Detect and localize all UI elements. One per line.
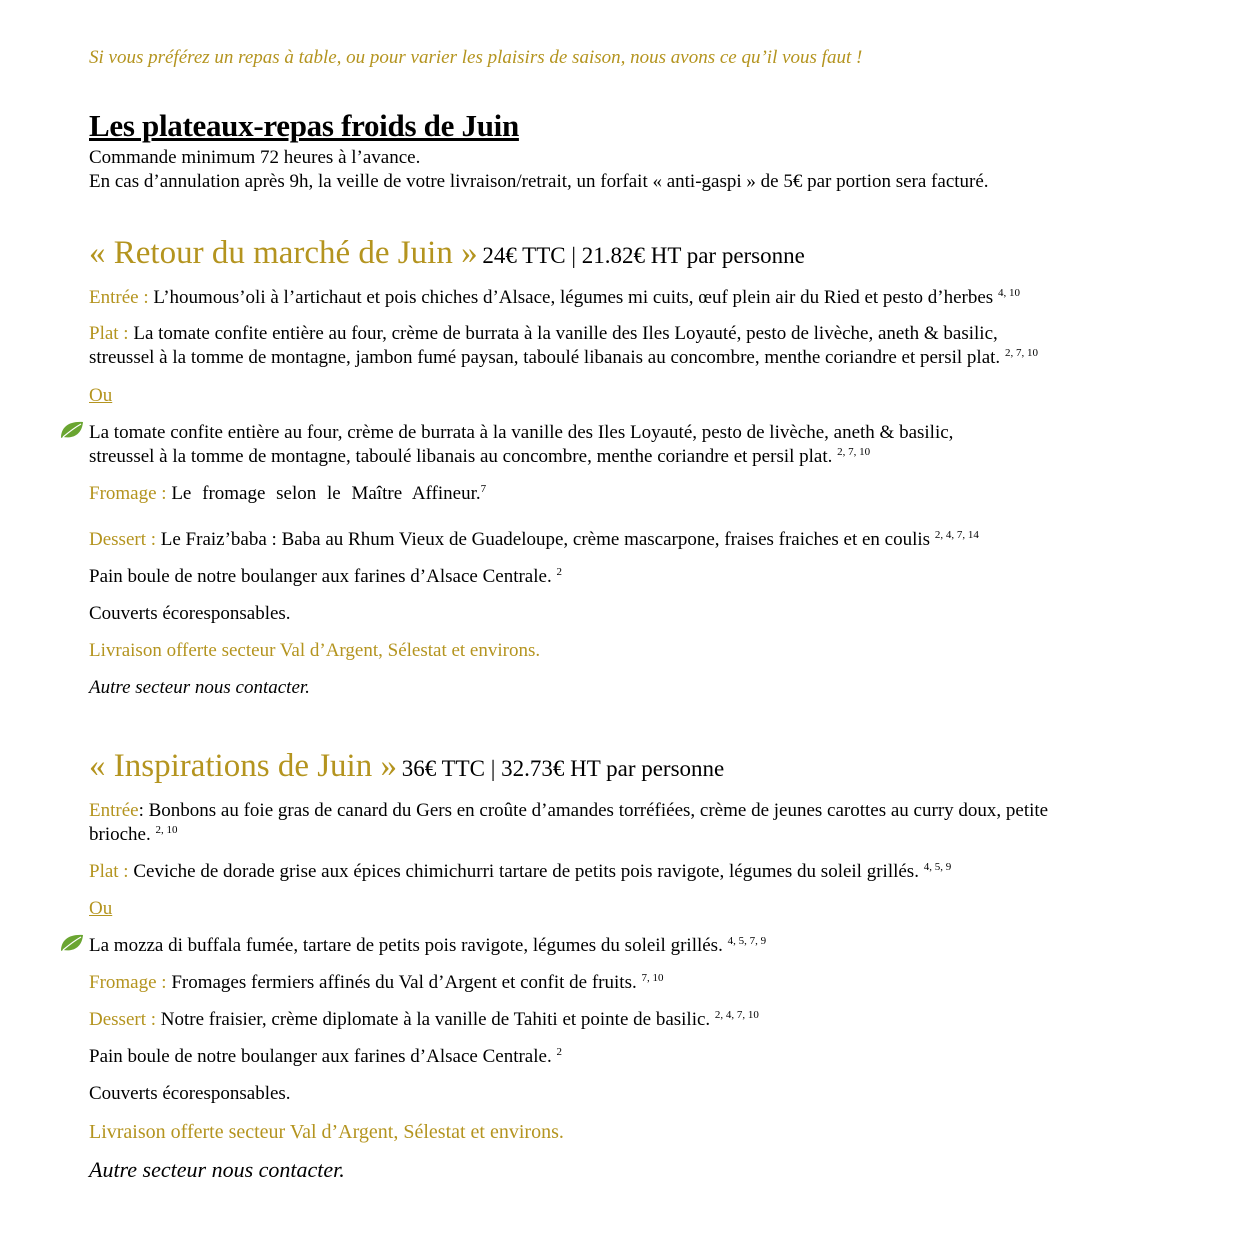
menu-1-title: « Retour du marché de Juin » xyxy=(89,235,478,271)
cancellation-note: En cas d’annulation après 9h, la veille de votre livraison/retrait, un forfait « anti-gaspi » de 5€ par portion sera facturé. xyxy=(89,171,989,192)
pain-text: Pain boule de notre boulanger aux farines d’Alsace Centrale. xyxy=(89,1046,552,1067)
menu-2-or: Ou xyxy=(89,898,113,919)
menu-2-header xyxy=(89,746,724,791)
intro-text: Si vous préférez un repas à table, ou pour varier les plaisirs de saison, nous avons ce qu’il vous faut ! xyxy=(89,47,863,68)
menu-2-entree xyxy=(89,799,1048,823)
menu-1-dessert xyxy=(89,528,979,552)
menu-1-header xyxy=(89,233,805,278)
allergens: 2, 4, 7, 14 xyxy=(934,529,979,541)
menu-1-couverts: Couverts écoresponsables. xyxy=(89,603,291,624)
allergens: 2, 7, 10 xyxy=(1004,347,1038,359)
menu-1-plat xyxy=(89,322,998,346)
allergens: 4, 5, 7, 9 xyxy=(727,935,767,947)
menu-2-price: 36€ TTC | 32.73€ HT par personne xyxy=(401,756,725,781)
plat-text-line-2: streussel à la tomme de montagne, jambon fumé paysan, taboulé libanais au concombre, menthe coriandre et persil plat. xyxy=(89,347,1001,368)
order-note: Commande minimum 72 heures à l’avance. xyxy=(89,147,421,168)
fromage-label: Fromage : xyxy=(89,483,167,504)
menu-2-pain xyxy=(89,1045,562,1069)
dessert-text: Notre fraisier, crème diplomate à la vanille de Tahiti et pointe de basilic. xyxy=(160,1009,711,1030)
pain-text: Pain boule de notre boulanger aux farines d’Alsace Centrale. xyxy=(89,566,552,587)
menu-2-veg xyxy=(89,934,766,958)
page-title: Les plateaux-repas froids de Juin xyxy=(89,108,519,143)
allergens: 7, 10 xyxy=(641,972,664,984)
veg-text-line-2: streussel à la tomme de montagne, taboulé libanais au concombre, menthe coriandre et persil plat. xyxy=(89,446,833,467)
allergens: 7 xyxy=(480,483,487,495)
allergens: 4, 5, 9 xyxy=(923,861,952,873)
menu-2-dessert xyxy=(89,1008,759,1032)
menu-2-title: « Inspirations de Juin » xyxy=(89,748,397,784)
entree-label: Entrée xyxy=(89,800,139,821)
dessert-label: Dessert : xyxy=(89,529,157,550)
menu-2-autre: Autre secteur nous contacter. xyxy=(89,1157,345,1182)
menu-2-fromage xyxy=(89,971,663,995)
leaf-icon xyxy=(59,419,85,441)
menu-1-plat-line-2 xyxy=(89,346,1038,370)
menu-1-autre: Autre secteur nous contacter. xyxy=(89,677,310,698)
plat-text-line-1: La tomate confite entière au four, crème de burrata à la vanille des Iles Loyauté, pesto de livèche, aneth & basilic, xyxy=(133,323,998,344)
menu-2-plat xyxy=(89,860,951,884)
dessert-label: Dessert : xyxy=(89,1009,157,1030)
allergens: 2 xyxy=(556,566,562,578)
menu-1-price: 24€ TTC | 21.82€ HT par personne xyxy=(482,243,805,268)
entree-text-line-1: : Bonbons au foie gras de canard du Gers en croûte d’amandes torréfiées, crème de jeunes carottes au curry doux, petite xyxy=(138,800,1049,821)
entree-text-line-2: brioche. xyxy=(89,824,151,845)
menu-1-livraison: Livraison offerte secteur Val d’Argent, Sélestat et environs. xyxy=(89,640,541,661)
veg-text: La mozza di buffala fumée, tartare de petits pois ravigote, légumes du soleil grillés. xyxy=(89,935,723,956)
menu-1-entree xyxy=(89,286,1020,310)
menu-1-pain xyxy=(89,565,562,589)
plat-text: Ceviche de dorade grise aux épices chimichurri tartare de petits pois ravigote, légumes du soleil grillés. xyxy=(133,861,919,882)
allergens: 2, 7, 10 xyxy=(837,446,871,458)
menu-1-or: Ou xyxy=(89,385,113,406)
entree-label: Entrée : xyxy=(89,287,149,308)
plat-label: Plat : xyxy=(89,861,129,882)
menu-2-livraison: Livraison offerte secteur Val d’Argent, Sélestat et environs. xyxy=(89,1121,564,1143)
fromage-text: Fromages fermiers affinés du Val d’Argent et confit de fruits. xyxy=(171,972,637,993)
menu-1-veg-line-1: La tomate confite entière au four, crème de burrata à la vanille des Iles Loyauté, pesto de livèche, aneth & basilic, xyxy=(89,422,954,443)
allergens: 2, 4, 7, 10 xyxy=(714,1009,759,1021)
leaf-icon xyxy=(59,932,85,954)
allergens: 2, 10 xyxy=(155,824,178,836)
dessert-text: Le Fraiz’baba : Baba au Rhum Vieux de Guadeloupe, crème mascarpone, fraises fraiches et en coulis xyxy=(160,529,931,550)
menu-2-couverts: Couverts écoresponsables. xyxy=(89,1083,291,1104)
plat-label: Plat : xyxy=(89,323,129,344)
menu-1-fromage xyxy=(89,482,486,506)
menu-1-veg-line-2 xyxy=(89,445,870,469)
entree-text: L’houmous’oli à l’artichaut et pois chiches d’Alsace, légumes mi cuits, œuf plein air du Ried et pesto d’herbes xyxy=(153,287,994,308)
menu-2-entree-line-2 xyxy=(89,823,177,847)
allergens: 2 xyxy=(556,1046,562,1058)
fromage-text: Le fromage selon le Maître Affineur. xyxy=(171,483,481,504)
allergens: 4, 10 xyxy=(997,287,1020,299)
fromage-label: Fromage : xyxy=(89,972,167,993)
